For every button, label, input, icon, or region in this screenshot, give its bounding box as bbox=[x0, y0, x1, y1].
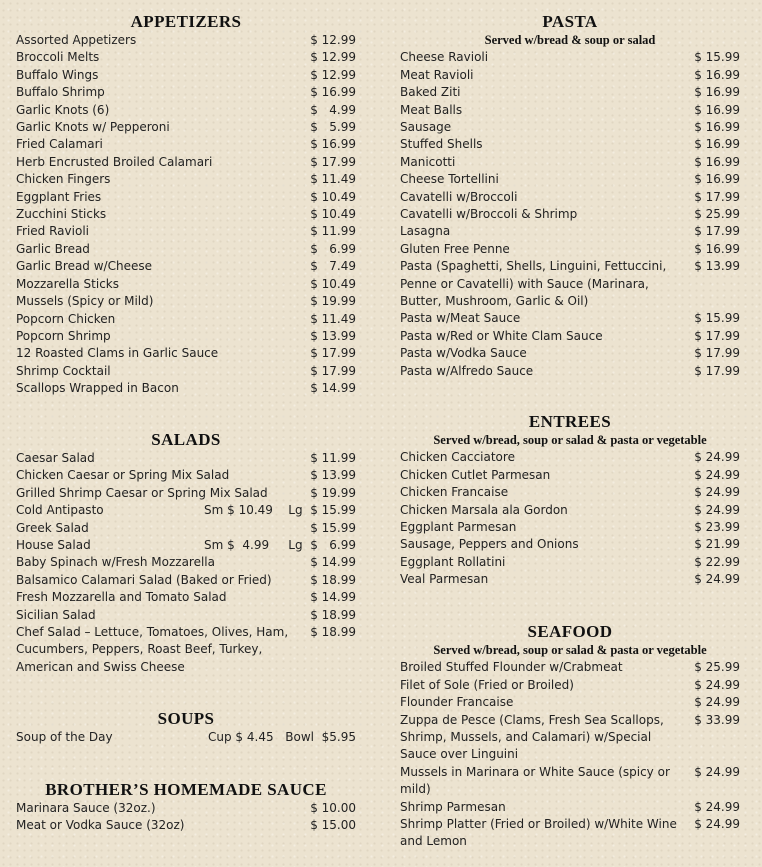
menu-item bbox=[400, 677, 740, 694]
item-name: Sicilian Salad bbox=[16, 607, 96, 622]
item-price: $ 23.99 bbox=[694, 520, 740, 535]
item-price: $ 16.99 bbox=[694, 67, 740, 82]
item-price: $ 13.99 bbox=[310, 328, 356, 343]
seafood-section bbox=[400, 622, 740, 851]
menu-item bbox=[400, 206, 740, 223]
item-price: $ 15.99 bbox=[694, 50, 740, 65]
item-price: $ 24.99 bbox=[694, 502, 740, 517]
item-price: $ 18.99 bbox=[310, 625, 356, 640]
menu-item bbox=[16, 520, 356, 537]
item-price: $ 22.99 bbox=[694, 554, 740, 569]
item-price: $ 11.99 bbox=[310, 451, 356, 465]
item-name: Eggplant Parmesan bbox=[400, 520, 517, 535]
item-price: $ 17.99 bbox=[310, 363, 356, 378]
item-price: $ 17.99 bbox=[694, 189, 740, 204]
item-price: $ 25.99 bbox=[694, 207, 740, 222]
menu-item bbox=[400, 467, 740, 484]
item-small-price: Sm $ 4.99 bbox=[204, 538, 270, 553]
menu-item bbox=[400, 712, 740, 764]
item-price: $ 15.00 bbox=[310, 818, 356, 833]
item-price: $ 12.99 bbox=[310, 67, 356, 82]
item-name: Buffalo Wings bbox=[16, 67, 99, 82]
pasta-list bbox=[400, 49, 740, 380]
item-name: Chicken Francaise bbox=[400, 485, 509, 500]
menu-item bbox=[400, 136, 740, 153]
item-name: Garlic Knots w/ Pepperoni bbox=[16, 120, 170, 135]
item-name: Fried Ravioli bbox=[16, 224, 89, 239]
menu-item bbox=[16, 485, 356, 502]
item-price: $ 12.99 bbox=[310, 50, 356, 65]
item-price: $ 17.99 bbox=[694, 328, 740, 343]
menu-item bbox=[16, 624, 356, 676]
menu-item bbox=[400, 189, 740, 206]
item-price: $ 16.99 bbox=[694, 120, 740, 135]
item-name: Garlic Bread w/Cheese bbox=[16, 259, 152, 274]
soups-heading: SOUPS bbox=[157, 709, 215, 728]
menu-item bbox=[16, 223, 356, 240]
item-name: Balsamico Calamari Salad (Baked or Fried) bbox=[16, 572, 272, 587]
item-name: Shrimp Parmesan bbox=[400, 799, 506, 814]
item-price: $ 19.99 bbox=[310, 294, 356, 309]
menu-item bbox=[400, 171, 740, 188]
item-price: $ 16.99 bbox=[694, 172, 740, 187]
menu-item bbox=[400, 536, 740, 553]
menu-item bbox=[16, 572, 356, 589]
entrees-heading: ENTREES bbox=[528, 412, 612, 431]
menu-item bbox=[16, 84, 356, 101]
menu-item bbox=[16, 817, 356, 834]
salads-list bbox=[16, 450, 356, 676]
menu-item bbox=[16, 49, 356, 66]
menu-item bbox=[400, 799, 740, 816]
item-name: Meat Balls bbox=[400, 102, 463, 117]
menu-item bbox=[400, 484, 740, 501]
item-price: $ 24.99 bbox=[694, 695, 740, 710]
item-name: Meat or Vodka Sauce (32oz) bbox=[16, 818, 185, 833]
menu-item bbox=[16, 154, 356, 171]
item-name: Popcorn Chicken bbox=[16, 311, 116, 326]
pasta-heading: PASTA bbox=[542, 12, 598, 31]
item-name: Sausage, Peppers and Onions bbox=[400, 537, 579, 552]
item-price: Lg $ 6.99 bbox=[288, 538, 356, 553]
item-price: $ 13.99 bbox=[694, 259, 740, 274]
item-name: Fresh Mozzarella and Tomato Salad bbox=[16, 590, 227, 605]
menu-item bbox=[16, 119, 356, 136]
item-price: $ 24.99 bbox=[694, 817, 740, 832]
menu-item bbox=[16, 450, 356, 467]
item-price: $ 11.99 bbox=[310, 224, 356, 239]
item-price: $ 17.99 bbox=[694, 363, 740, 378]
menu-item bbox=[400, 345, 740, 362]
item-price: $ 17.99 bbox=[694, 224, 740, 239]
menu-item bbox=[400, 449, 740, 466]
item-price: $ 24.99 bbox=[694, 450, 740, 465]
menu-item bbox=[16, 363, 356, 380]
menu-item bbox=[400, 310, 740, 327]
item-name: Veal Parmesan bbox=[400, 572, 489, 587]
appetizers-list bbox=[16, 32, 356, 398]
item-price: Lg $ 15.99 bbox=[288, 503, 356, 518]
menu-item bbox=[16, 67, 356, 84]
item-name: Chicken Marsala ala Gordon bbox=[400, 502, 568, 517]
menu-item bbox=[400, 84, 740, 101]
item-name: Zucchini Sticks bbox=[16, 207, 107, 222]
item-name: Sausage bbox=[400, 120, 452, 135]
menu-item bbox=[400, 764, 740, 799]
item-price: $ 17.99 bbox=[310, 154, 356, 169]
item-name: Pasta w/Meat Sauce bbox=[400, 311, 521, 326]
menu-item bbox=[16, 189, 356, 206]
item-cup-price: Cup $ 4.45 bbox=[208, 730, 274, 744]
salads-heading: SALADS bbox=[151, 430, 221, 449]
sauce-list bbox=[16, 800, 356, 835]
item-name: Eggplant Rollatini bbox=[400, 554, 506, 569]
menu-item bbox=[16, 467, 356, 484]
entrees-list bbox=[400, 449, 740, 588]
item-price: $ 10.49 bbox=[310, 189, 356, 204]
item-price: $ 14.99 bbox=[310, 590, 356, 605]
item-price: $ 16.99 bbox=[694, 102, 740, 117]
sauce-heading: BROTHER’S HOMEMADE SAUCE bbox=[45, 780, 327, 799]
item-name: Filet of Sole (Fried or Broiled) bbox=[400, 677, 574, 692]
item-name: Fried Calamari bbox=[16, 137, 103, 152]
seafood-subtitle: Served w/bread, soup or salad & pasta or vegetable bbox=[433, 643, 707, 657]
item-name: Pasta w/Red or White Clam Sauce bbox=[400, 328, 603, 343]
item-name: Caesar Salad bbox=[16, 451, 95, 465]
item-name: Marinara Sauce (32oz.) bbox=[16, 801, 156, 815]
item-price: $ 18.99 bbox=[310, 607, 356, 622]
item-price: $ 18.99 bbox=[310, 572, 356, 587]
menu-item bbox=[16, 32, 356, 49]
menu-item bbox=[400, 816, 740, 851]
menu-item bbox=[16, 589, 356, 606]
soups-section bbox=[16, 709, 356, 746]
item-name: Cold Antipasto bbox=[16, 503, 104, 518]
menu-item bbox=[400, 154, 740, 171]
item-price: $ 16.99 bbox=[694, 137, 740, 152]
appetizers-section bbox=[16, 12, 356, 398]
item-price: $ 24.99 bbox=[694, 572, 740, 587]
item-name: Buffalo Shrimp bbox=[16, 85, 105, 100]
item-name: Greek Salad bbox=[16, 520, 89, 535]
item-name: House Salad bbox=[16, 538, 91, 553]
item-name: Chicken Cutlet Parmesan bbox=[400, 467, 551, 482]
item-name: Zuppa de Pesce (Clams, Fresh Sea Scallops, Shrimp, Mussels, and Calamari) w/Special Sauce over Linguini bbox=[400, 712, 664, 762]
item-price: $ 5.99 bbox=[310, 120, 356, 135]
menu-item bbox=[400, 241, 740, 258]
menu-item bbox=[16, 311, 356, 328]
item-name: Mussels (Spicy or Mild) bbox=[16, 294, 154, 309]
item-price: $ 16.99 bbox=[694, 241, 740, 256]
item-name: Stuffed Shells bbox=[400, 137, 483, 152]
menu-item bbox=[16, 800, 356, 817]
appetizers-heading: APPETIZERS bbox=[130, 12, 242, 31]
item-name: Broccoli Melts bbox=[16, 50, 100, 65]
menu-item bbox=[400, 554, 740, 571]
item-price: $ 24.99 bbox=[694, 764, 740, 779]
item-name: Cheese Ravioli bbox=[400, 50, 489, 65]
menu-item bbox=[400, 571, 740, 588]
menu-item bbox=[400, 694, 740, 711]
item-name: Soup of the Day bbox=[16, 730, 113, 744]
item-name: Eggplant Fries bbox=[16, 189, 102, 204]
menu-item bbox=[16, 276, 356, 293]
item-price: $ 10.00 bbox=[310, 801, 356, 815]
menu-item bbox=[400, 502, 740, 519]
menu-item bbox=[16, 241, 356, 258]
item-name: Broiled Stuffed Flounder w/Crabmeat bbox=[400, 660, 623, 675]
item-name: Baked Ziti bbox=[400, 85, 461, 100]
menu-item bbox=[400, 102, 740, 119]
menu-item bbox=[16, 258, 356, 275]
item-name: Scallops Wrapped in Bacon bbox=[16, 381, 179, 396]
item-price: $ 24.99 bbox=[694, 485, 740, 500]
menu-item bbox=[16, 293, 356, 310]
item-name: Grilled Shrimp Caesar or Spring Mix Salad bbox=[16, 485, 268, 500]
menu-item bbox=[16, 554, 356, 571]
item-price: $ 17.99 bbox=[310, 346, 356, 361]
item-price: $ 15.99 bbox=[310, 520, 356, 535]
item-price: $ 10.49 bbox=[310, 207, 356, 222]
item-price: $ 33.99 bbox=[694, 712, 740, 727]
menu-item bbox=[400, 659, 740, 676]
item-name: Manicotti bbox=[400, 154, 456, 169]
menu-item bbox=[16, 502, 356, 519]
item-name: Popcorn Shrimp bbox=[16, 328, 111, 343]
item-price: $ 17.99 bbox=[694, 346, 740, 361]
item-name: Chicken Fingers bbox=[16, 172, 111, 187]
item-name: Mozzarella Sticks bbox=[16, 276, 119, 291]
item-small-price: Sm $ 10.49 bbox=[204, 503, 273, 518]
item-price: $ 24.99 bbox=[694, 799, 740, 814]
item-price: $ 10.49 bbox=[310, 276, 356, 291]
item-name: Herb Encrusted Broiled Calamari bbox=[16, 154, 213, 169]
entrees-subtitle: Served w/bread, soup or salad & pasta or vegetable bbox=[433, 433, 707, 447]
item-name: Garlic Bread bbox=[16, 241, 90, 256]
item-price: $ 25.99 bbox=[694, 660, 740, 675]
menu-item bbox=[400, 519, 740, 536]
menu-item bbox=[16, 328, 356, 345]
item-name: Meat Ravioli bbox=[400, 67, 474, 82]
item-price: $ 16.99 bbox=[694, 154, 740, 169]
item-name: Shrimp Platter (Fried or Broiled) w/White Wine and Lemon bbox=[400, 817, 677, 849]
salads-section bbox=[16, 430, 356, 676]
menu-item bbox=[16, 537, 356, 554]
menu-item bbox=[400, 119, 740, 136]
item-price: $ 24.99 bbox=[694, 467, 740, 482]
item-name: Chicken Cacciatore bbox=[400, 450, 515, 465]
menu-item bbox=[16, 206, 356, 223]
item-price: $ 4.99 bbox=[310, 102, 356, 117]
menu-item bbox=[400, 67, 740, 84]
item-name: Cheese Tortellini bbox=[400, 172, 499, 187]
item-name: Lasagna bbox=[400, 224, 451, 239]
item-name: Chicken Caesar or Spring Mix Salad bbox=[16, 468, 230, 483]
item-name: Mussels in Marinara or White Sauce (spicy or mild) bbox=[400, 764, 670, 797]
menu-item bbox=[16, 345, 356, 362]
item-price: $ 24.99 bbox=[694, 677, 740, 692]
menu-item bbox=[16, 171, 356, 188]
item-name: Shrimp Cocktail bbox=[16, 363, 111, 378]
item-price: $ 15.99 bbox=[694, 311, 740, 326]
menu-item bbox=[400, 363, 740, 380]
menu-item bbox=[16, 607, 356, 624]
item-bowl-price: Bowl $5.95 bbox=[285, 730, 356, 744]
item-price: $ 16.99 bbox=[694, 85, 740, 100]
menu-item bbox=[400, 258, 740, 310]
pasta-section bbox=[400, 12, 740, 380]
seafood-list bbox=[400, 659, 740, 850]
item-price: $ 11.49 bbox=[310, 311, 356, 326]
menu-item bbox=[16, 380, 356, 397]
item-name: Gluten Free Penne bbox=[400, 241, 510, 256]
item-name: Cavatelli w/Broccoli & Shrimp bbox=[400, 207, 578, 222]
item-price: $ 19.99 bbox=[310, 485, 356, 500]
item-price: $ 21.99 bbox=[694, 537, 740, 552]
soup-item bbox=[16, 729, 356, 746]
menu-item bbox=[400, 223, 740, 240]
item-name: Flounder Francaise bbox=[400, 695, 514, 710]
menu-item bbox=[400, 328, 740, 345]
item-name: Pasta w/Vodka Sauce bbox=[400, 346, 527, 361]
item-name: Assorted Appetizers bbox=[16, 33, 137, 47]
pasta-subtitle: Served w/bread & soup or salad bbox=[484, 33, 656, 47]
entrees-section bbox=[400, 412, 740, 589]
item-price: $ 14.99 bbox=[310, 555, 356, 570]
item-price: $ 6.99 bbox=[310, 241, 356, 256]
seafood-heading: SEAFOOD bbox=[527, 622, 613, 641]
item-price: $ 7.49 bbox=[310, 259, 356, 274]
item-name: Cavatelli w/Broccoli bbox=[400, 189, 518, 204]
item-name: Baby Spinach w/Fresh Mozzarella bbox=[16, 555, 215, 570]
sauce-section bbox=[16, 780, 356, 835]
menu-item bbox=[16, 102, 356, 119]
item-name: Pasta (Spaghetti, Shells, Linguini, Fettuccini, Penne or Cavatelli) with Sauce (Marinara, Butter, Mushroom, Garlic & Oil) bbox=[400, 259, 667, 309]
item-price: $ 16.99 bbox=[310, 137, 356, 152]
menu-item bbox=[400, 49, 740, 66]
menu-item bbox=[16, 136, 356, 153]
item-price: $ 12.99 bbox=[310, 33, 356, 47]
item-price: $ 16.99 bbox=[310, 85, 356, 100]
item-price: $ 13.99 bbox=[310, 468, 356, 483]
item-name: Pasta w/Alfredo Sauce bbox=[400, 363, 534, 378]
item-price: $ 14.99 bbox=[310, 381, 356, 396]
item-name: Chef Salad – Lettuce, Tomatoes, Olives, Ham, Cucumbers, Peppers, Roast Beef, Turkey, American and Swiss Cheese bbox=[16, 625, 289, 674]
item-price: $ 11.49 bbox=[310, 172, 356, 187]
item-name: Garlic Knots (6) bbox=[16, 102, 110, 117]
item-name: 12 Roasted Clams in Garlic Sauce bbox=[16, 346, 219, 361]
